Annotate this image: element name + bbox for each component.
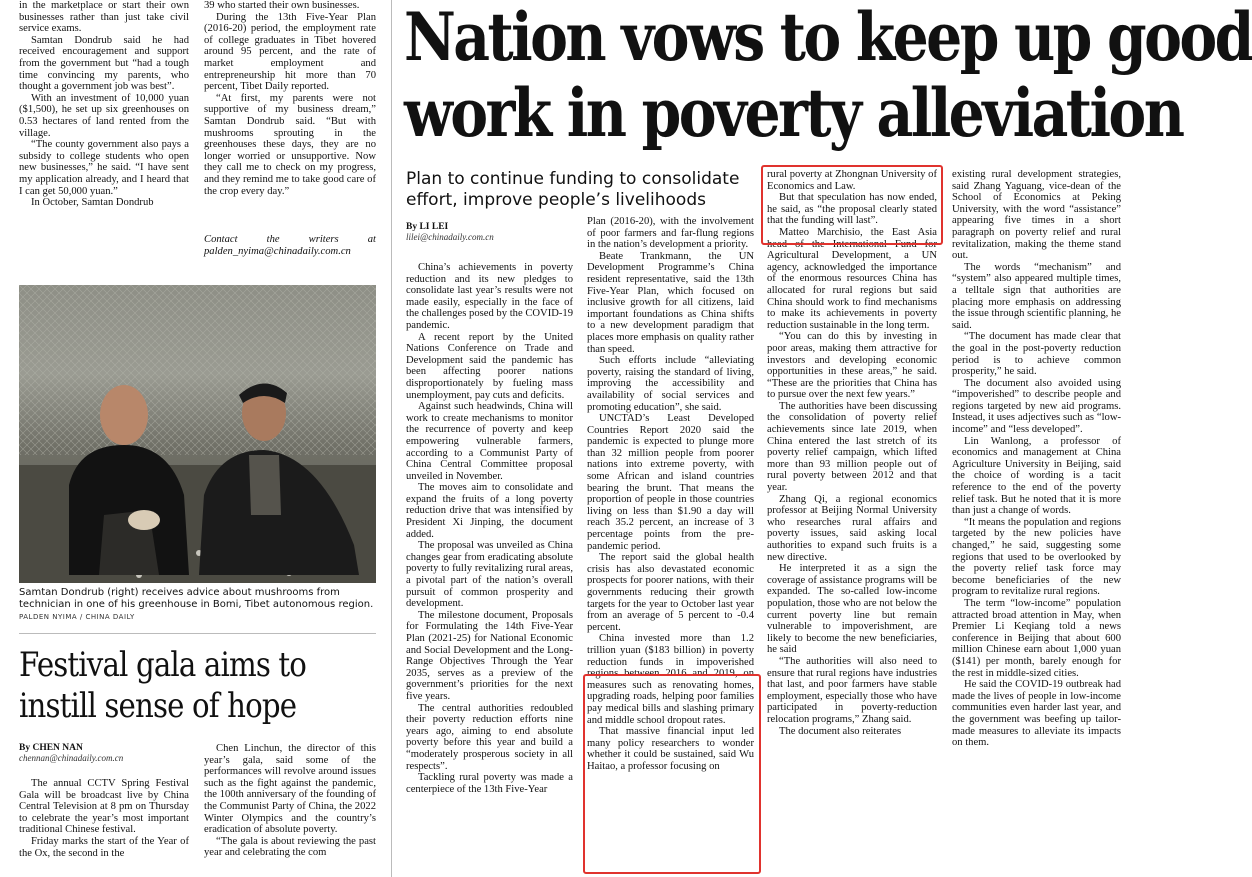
- paragraph: The milestone document, Proposals for Formulating the 14th Five-Year Plan (2021-25) for National Economic and Social Development and the Long-Range Objectives Through the Year 2035, serves as a preview of the government’s priorities for the next five years.: [406, 609, 573, 702]
- highlight-box-bottom: [583, 674, 761, 874]
- paragraph: Lin Wanlong, a professor of economics and management at China Agriculture University in Beijing, said the choice of wording is a tacit reference to the end of the poverty relief task. But he noted that it is more than just a change of words.: [952, 435, 1121, 517]
- paragraph: The document also reiterates: [779, 725, 902, 737]
- contact-line: [204, 234, 376, 257]
- gala-headline-line1: Festival gala aims to: [19, 645, 307, 685]
- paragraph: China invested more than 1.2 trillion yuan ($183 billion) in poverty reduction funds in impoverished regions between 2016 and 2019, on measures such as renovating homes, upgrading roads, helping poor families pay medical bills and slashing primary and middle school dropout rates.: [587, 633, 754, 726]
- paragraph: In October, Samtan Dondrub: [31, 197, 154, 209]
- paragraph: The report said the global health crisis has also devastated economic prospects for poorer nations, with their governments reducing their growth targets for the year to October last year from an average of 5 percent to -0.4 percent.: [587, 552, 754, 633]
- gala-byline: By CHEN NAN: [19, 743, 83, 753]
- caption-text: Samtan Dondrub (right) receives advice about mushrooms from technician in one of his greenhouse in Bomi, Tibet autonomous region.: [19, 587, 374, 610]
- gala-col1: [19, 778, 189, 859]
- paragraph: The document also avoided using “impoverished” to describe people and regions targeted by new aid programs. Instead, it uses adjectives such as “low-income” and “less developed”.: [952, 377, 1121, 436]
- paragraph: “The authorities will also need to ensure that rural regions have industries that last, and poor farmers have stable employment, especially those who have participated in poverty-reduction relocation programs,” Zhang said.: [767, 655, 937, 725]
- main-subhead: Plan to continue funding to consolidate effort, improve people’s livelihoods: [406, 169, 740, 210]
- paragraph: Samtan Dondrub said he had received encouragement and support from the government but “had a tough time convincing my parents, who thought a government job was best”.: [19, 34, 189, 93]
- gala-col2: [204, 743, 376, 859]
- paragraph: existing rural development strategies, said Zhang Yaguang, vice-dean of the School of Economics at Peking University, with the word “assistance” appearing five times in a short paragraph on poverty relief and rural revitalization, making the theme stand out.: [952, 169, 1121, 262]
- paragraph: The words “mechanism” and “system” also appeared multiple times, a telltale sign that authorities are placing more emphasis on addressing the issue through scientific planning, he said.: [952, 261, 1121, 331]
- main-byline-block: [406, 222, 578, 242]
- paragraph: “At first, my parents were not supportive of my business dream,” Samtan Dondrub said. “But with mushrooms sprouting in the greenhouses these days, they are no longer worried or unsupportive. Now they call me to check on my progress, and they remind me to take good care of the crop every day.”: [204, 92, 376, 197]
- paragraph: Beate Trankmann, the UN Development Programme’s China resident representative, said the 13th Five-Year Plan, which focused on inclusive growth for all citizens, laid important foundations as China shifts to a new development paradigm that places more emphasis on quality rather than speed.: [587, 250, 754, 355]
- paragraph: The proposal was unveiled as China changes gear from eradicating absolute poverty to fully revitalizing rural areas, a pivotal part of the nation’s overall pursuit of common prosperity and development.: [406, 540, 573, 610]
- paragraph: A recent report by the United Nations Conference on Trade and Development said the pandemic has been affecting poorer nations disproportionately by fueling mass unemployment, pay cuts and deficits.: [406, 331, 573, 401]
- paragraph: He interpreted it as a sign the coverage of assistance programs will be expanded. The so-called low-income population, those who are not below the current poverty line but remain vulnerable to impoverishment, are likely to become the new beneficiaries, he said: [767, 563, 937, 656]
- paragraph: 39 who started their own businesses.: [204, 0, 360, 11]
- main-byline: By LI LEI: [406, 222, 449, 232]
- paragraph: rural poverty at Zhongnan University of Economics and Law.: [767, 169, 937, 192]
- paragraph: Tackling rural poverty was made a centerpiece of the 13th Five-Year: [406, 772, 573, 795]
- paragraph: China’s achievements in poverty reduction and its new pledges to consolidate last year’s results were not made easily, especially in the face of the challenges posed by the COVID-19 pandemic.: [406, 262, 573, 331]
- paragraph: But that speculation has now ended, he said, as “the proposal clearly stated that the funding will last”.: [767, 192, 937, 227]
- paragraph: He said the COVID-19 outbreak had made the lives of people in low-income communities even harder last year, and the government was beefing up tailor-made measures to alleviate its impacts on them.: [952, 679, 1121, 749]
- main-col4: [952, 169, 1121, 749]
- main-headline-line2: work in poverty alleviation: [404, 74, 1183, 152]
- main-email: lilei@chinadaily.com.cn: [406, 232, 494, 242]
- left-story-col2: [204, 0, 376, 197]
- gala-email: chennan@chinadaily.com.cn: [19, 753, 124, 763]
- paragraph: The annual CCTV Spring Festival Gala will be broadcast live by China Central Television at 8 pm on Thursday to celebrate the year’s most important traditional Chinese festival.: [19, 778, 189, 836]
- main-col1: [406, 262, 573, 795]
- left-story-col1: [19, 0, 189, 209]
- paragraph: Against such headwinds, China will work to create mechanisms to monitor the recurrence of poverty and keep empowering vulnerable farmers, according to a Communist Party of China Central Committee proposal unveiled in November.: [406, 401, 573, 482]
- main-col3: [767, 169, 937, 737]
- photo-credit: PALDEN NYIMA / CHINA DAILY: [19, 613, 135, 621]
- gala-headline-line2: instill sense of hope: [19, 686, 297, 726]
- paragraph: “The document has made clear that the goal in the post-poverty reduction period is to achieve common prosperity,” he said.: [952, 331, 1121, 378]
- paragraph: “The gala is about reviewing the past year and celebrating the com: [204, 835, 376, 859]
- photo-caption: [19, 587, 376, 623]
- paragraph: The term “low-income” population attracted broad attention in May, when Premier Li Keqiang told a news conference in Beijing that about 600 million Chinese earn about 1,000 yuan ($141) per month, barely enough for the rest in middle-sized cities.: [952, 597, 1121, 679]
- paragraph: During the 13th Five-Year Plan (2016-20) period, the employment rate of college graduates in Tibet hovered around 95 percent, and the rate of market employment and entrepreneurship hit more than 70 percent, Tibet Daily reported.: [204, 11, 376, 93]
- paragraph: That massive financial input led many policy researchers to wonder whether it could be sustained, said Wu Haitao, a professor focusing on: [587, 726, 754, 772]
- paragraph: Chen Linchun, the director of this year’s gala, said some of the performances will revolve around issues such as the fight against the pandemic, the 100th anniversary of the founding of the Communist Party of China, the 2022 Winter Olympics and the country’s eradication of absolute poverty.: [204, 743, 376, 836]
- section-divider: [19, 633, 376, 634]
- highlight-box-top: [761, 165, 943, 245]
- paragraph: in the marketplace or start their own businesses rather than just take civil service exams.: [19, 0, 189, 35]
- paragraph: With an investment of 10,000 yuan ($1,500), he set up six greenhouses on 0.53 hectares of land rented from the village.: [19, 92, 189, 139]
- paragraph: Zhang Qi, a regional economics professor at Beijing Normal University who researches rural affairs and poverty issues, said asking local authorities to expand such fruits is a new directive.: [767, 493, 937, 563]
- column-divider: [391, 0, 392, 877]
- paragraph: Matteo Marchisio, the East Asia head of the International Fund for Agricultural Development, a UN agency, acknowledged the importance of the enormous resources China has allocated for rural regions but said China should work to find mechanisms to make its achievements in poverty reduction sustainable in the long term.: [767, 226, 937, 331]
- paragraph: Such efforts include “alleviating poverty, raising the standard of living, improving the accessibility and availability of social services and promoting education”, she said.: [587, 355, 754, 413]
- paragraph: Plan (2016-20), with the involvement of poor farmers and far-flung regions in the nation’s development a priority.: [587, 216, 754, 251]
- paragraph: UNCTAD’s Least Developed Countries Report 2020 said the pandemic is expected to plunge more than 32 million people from poorer nations into extreme poverty, with some African and island countries bearing the brunt. That means the proportion of people in those countries living on less than $1.90 a day will reach 35.2 percent, an increase of 3 percentage points from the pre-pandemic period.: [587, 413, 754, 552]
- paragraph: The central authorities redoubled their poverty reduction efforts nine years ago, aiming to end absolute poverty before this year and build a “moderately prosperous society in all respects”.: [406, 702, 573, 772]
- paragraph: “The county government also pays a subsidy to college students who open new businesses,” he said. “I have sent my application already, and I heard that I can get 50,000 yuan.”: [19, 139, 189, 197]
- paragraph: The moves aim to consolidate and expand the fruits of a long poverty reduction drive that was intensified by President Xi Jinping, the document added.: [406, 482, 573, 540]
- paragraph: “It means the population and regions targeted by the new policies have changed,” he said, suggesting some regions that used to be overlooked by the poverty relief task force may become beneficiaries of the new program to revitalize rural regions.: [952, 516, 1121, 598]
- paragraph: The authorities have been discussing the consolidation of poverty relief achievements since late 2019, when China entered the last stretch of its poverty relief campaign, which lifted more than 93 million people out of rural poverty between 2012 and that year.: [767, 400, 937, 494]
- gala-byline-block: [19, 743, 189, 763]
- photo-illustration: [19, 285, 376, 583]
- main-headline-line1: Nation vows to keep up good: [404, 0, 1252, 76]
- news-photo: [19, 285, 376, 583]
- paragraph: Friday marks the start of the Year of the Ox, the second in the: [19, 835, 189, 859]
- contact-text: Contact the writers at palden_nyima@chinadaily.com.cn: [204, 234, 376, 257]
- paragraph: “You can do this by investing in poor areas, making them attractive for investors and developing economic opportunities in these areas,” he said. “These are the priorities that China has to pursue over the next few years.”: [767, 331, 937, 401]
